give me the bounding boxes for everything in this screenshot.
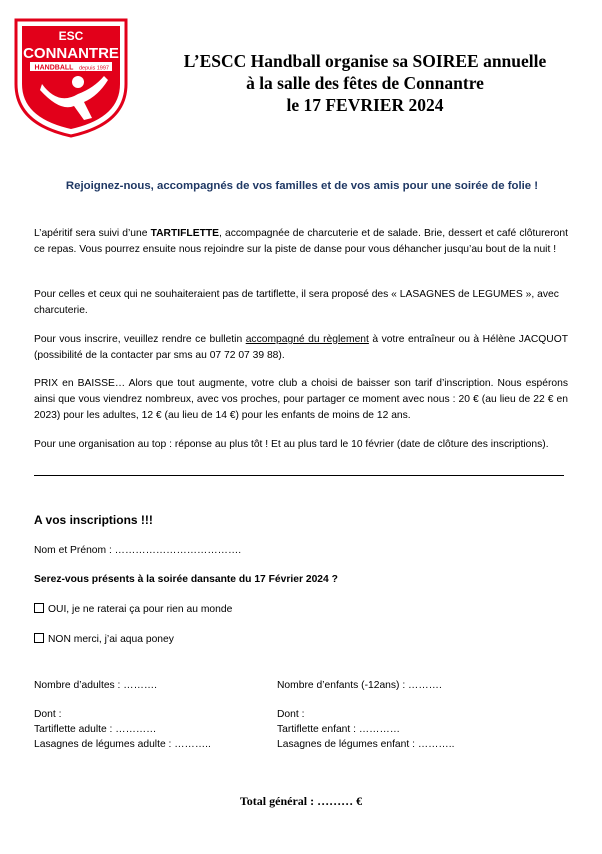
header-line-2: à la salle des fêtes de Connantre [246, 73, 484, 93]
checkbox-yes[interactable] [34, 603, 44, 613]
paragraph-meal-text-c: , accompagnée de charcuterie et de salade. Brie, dessert et café clôtureront ce repas. Vous pourrez ensuite nous rejoindre sur la piste de danse pour vous déhancher jusqu’au bout de la nuit ! [34, 228, 568, 255]
total-field[interactable]: Total général : ……… € [239, 794, 363, 808]
children-count-field[interactable]: Nombre d’enfants (-12ans) : ………. [277, 680, 442, 691]
option-no[interactable] [34, 633, 174, 645]
lasagnes-adult-field[interactable]: Lasagnes de légumes adulte : ……….. [34, 739, 211, 750]
separator-line [34, 475, 564, 476]
option-no-label: NON merci, j’ai aqua poney [48, 634, 174, 645]
logo-sub-text: HANDBALL [34, 64, 74, 72]
name-field[interactable]: Nom et Prénom : ………………………………. [34, 545, 242, 556]
paragraph-register-text-c: à votre entraîneur ou à Hélène JACQUOT (possibilité de la contacter par sms au 07 72 07 39 88). [34, 334, 568, 361]
form-heading: A vos inscriptions !!! [34, 513, 153, 527]
logo-top-text: ESC [58, 29, 84, 43]
paragraph-price: PRIX en BAISSE… Alors que tout augmente, votre club a choisi de baisser son tarif d’inscription. Nous espérons ainsi que vous viendrez nombreux, avec vos proches, pour partager ce moment avec nous : 20 € (au lieu de 22 € en 2023) pour les adultes, 12 € (au lieu de 14 €) pour les enfants de moins de 12 ans. [34, 378, 568, 421]
tartiflette-adult-field[interactable]: Tartiflette adulte : ………… [34, 724, 157, 735]
tagline: Rejoignez-nous, accompagnés de vos familles et de vos amis pour une soirée de folie ! [65, 180, 539, 192]
adults-count-field[interactable]: Nombre d’adultes : ………. [34, 680, 158, 691]
paragraph-register-text-a: Pour vous inscrire, veuillez rendre ce bulletin [34, 334, 246, 345]
paragraph-meal-text-a: L’apéritif sera suivi d’une [34, 228, 151, 239]
option-yes-label: OUI, je ne raterai ça pour rien au monde [48, 604, 233, 615]
adults-breakdown-label: Dont : [34, 709, 62, 720]
tartiflette-highlight: TARTIFLETTE [150, 228, 220, 239]
tartiflette-child-field[interactable]: Tartiflette enfant : ………… [277, 724, 401, 735]
children-breakdown-label: Dont : [277, 709, 305, 720]
paragraph-register [34, 332, 568, 364]
checkbox-no[interactable] [34, 633, 44, 643]
attendance-question: Serez-vous présents à la soirée dansante du 17 Février 2024 ? [34, 574, 338, 585]
option-yes[interactable] [34, 603, 232, 615]
logo-name-text: CONNANTRE [23, 45, 119, 62]
paragraph-deadline: Pour une organisation au top : réponse au plus tôt ! Et au plus tard le 10 février (date de clôture des inscriptions). [34, 439, 549, 450]
header-line-3: le 17 FEVRIER 2024 [286, 95, 444, 115]
club-logo [12, 14, 130, 138]
paragraph-meal [34, 226, 568, 258]
event-header [140, 50, 590, 116]
header-line-1: L’ESCC Handball organise sa SOIREE annuelle [183, 51, 547, 71]
paragraph-lasagnes: Pour celles et ceux qui ne souhaiteraient pas de tartiflette, il sera proposé des « LASAGNES de LEGUMES », avec charcuterie. [34, 289, 559, 316]
lasagnes-child-field[interactable]: Lasagnes de légumes enfant : ……….. [277, 739, 455, 750]
logo-since-text: depuis 1997 [79, 65, 109, 72]
payment-highlight: accompagné du règlement [245, 334, 369, 345]
